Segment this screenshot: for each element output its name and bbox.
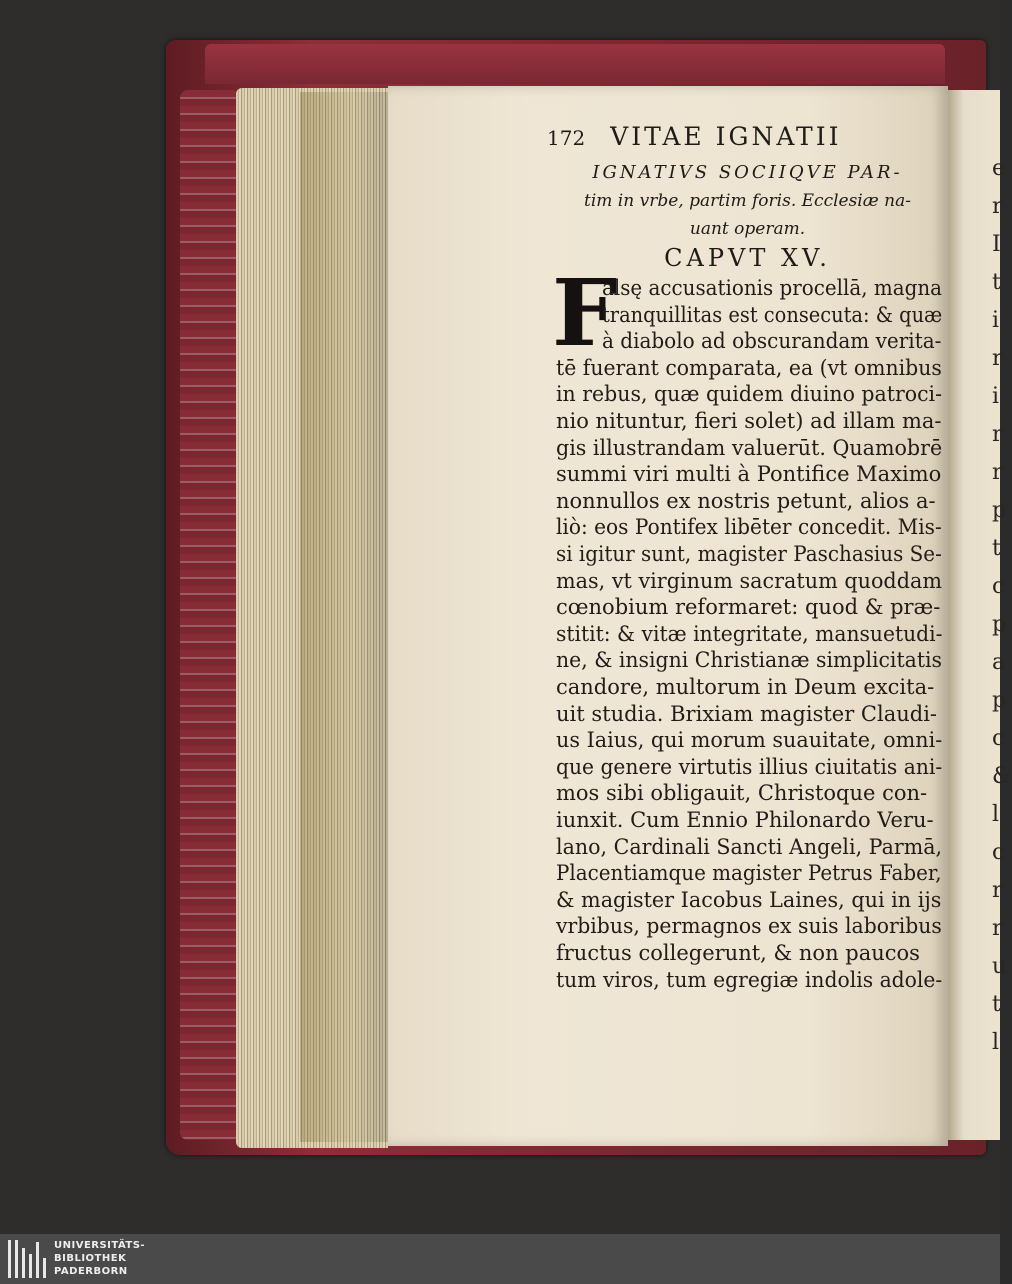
chapter-summary-line: uant operam. <box>689 219 806 239</box>
facing-page-letter: t <box>992 536 1001 561</box>
facing-page-letter: c <box>992 726 1005 751</box>
text-line: tē fuerant comparata, ea (vt omnibus <box>556 356 942 380</box>
drop-cap: F <box>552 259 618 367</box>
facing-page-letter: c <box>992 574 1005 599</box>
facing-page-letter: l <box>992 1030 1000 1055</box>
facing-page-letter: i <box>992 308 1000 333</box>
running-head <box>547 122 907 156</box>
facing-page-letter: I <box>992 232 1001 257</box>
facing-page-letter: r <box>992 916 1003 941</box>
text-line: vrbibus, permagnos ex suis laboribus <box>556 914 942 938</box>
text-line: us Iaius, qui morum suauitate, omni- <box>556 728 943 752</box>
cover-top-edge <box>205 44 945 84</box>
facing-page-letter: r <box>992 460 1003 485</box>
facing-page-letter: r <box>992 878 1003 903</box>
text-line: tranquillitas est consecuta: & quæ <box>602 303 943 327</box>
chapter-summary-line: tim in vrbe, partim foris. Ecclesiæ na- <box>584 191 911 211</box>
facing-page-letter: r <box>992 194 1003 219</box>
text-line: & magister Iacobus Laines, qui in ijs <box>556 888 942 912</box>
text-line: summi viri multi à Pontifice Maximo <box>556 462 942 486</box>
facing-page-letter: t <box>992 992 1001 1017</box>
facing-page-letter: p <box>992 498 1007 523</box>
facing-page-letter: r <box>992 422 1003 447</box>
text-line: uit studia. Brixiam magister Claudi- <box>556 702 938 726</box>
text-line: lano, Cardinali Sancti Angeli, Parmā, <box>556 835 943 859</box>
book-spine <box>180 90 240 1140</box>
text-line: Placentiamque magister Petrus Faber, <box>556 861 942 885</box>
facing-page-letter: c <box>992 840 1005 865</box>
text-line: liò: eos Pontifex libēter concedit. Mis- <box>556 515 942 539</box>
text-line: in rebus, quæ quidem diuino patroci- <box>556 382 943 406</box>
text-line: si igitur sunt, magister Paschasius Se- <box>556 542 942 566</box>
library-logo-icon <box>8 1240 48 1278</box>
facing-page-letter: l <box>992 802 1000 827</box>
facing-page-letter: a <box>992 650 1006 675</box>
text-line: ne, & insigni Christianæ simplicitatis <box>556 648 943 672</box>
facing-page-letters <box>992 150 1012 1062</box>
chapter-heading: CAPVT XV. <box>664 244 831 272</box>
facing-page-letter: p <box>992 612 1007 637</box>
page-edges-shadow <box>300 92 388 1142</box>
facing-page-letter: u <box>992 954 1007 979</box>
text-line: nonnullos ex nostris petunt, alios a- <box>556 489 936 513</box>
text-line: gis illustrandam valuerūt. Quamobrē <box>556 436 943 460</box>
facing-page-letter: i <box>992 384 1000 409</box>
facing-page-letter: r <box>992 346 1003 371</box>
text-line: mas, vt virginum sacratum quoddam <box>556 569 942 593</box>
library-logo-text: UNIVERSITÄTS- BIBLIOTHEK PADERBORN <box>54 1240 146 1277</box>
page-number: 172 <box>547 126 586 150</box>
footer-bar <box>0 1234 1000 1284</box>
facing-page-letter: e <box>992 156 1006 181</box>
text-line: iunxit. Cum Ennio Philonardo Veru- <box>556 808 934 832</box>
text-line: stitit: & vitæ integritate, mansuetudi- <box>556 622 943 646</box>
text-line: que genere virtutis illius ciuitatis ani- <box>556 755 943 779</box>
facing-page-letter: p <box>992 688 1007 713</box>
text-line: mos sibi obligauit, Christoque con- <box>556 781 928 805</box>
text-line: à diabolo ad obscurandam verita- <box>602 329 942 353</box>
text-line: tum viros, tum egregiæ indolis adole- <box>556 968 943 992</box>
text-line: alsę accusationis procellā, magna <box>602 276 942 300</box>
chapter-summary-line: IGNATIVS SOCIIQVE PAR- <box>592 162 903 183</box>
facing-page-letter: t <box>992 270 1001 295</box>
text-line: cœnobium reformaret: quod & præ- <box>556 595 941 619</box>
text-line: nio nituntur, fieri solet) ad illam ma- <box>556 409 942 433</box>
text-line: candore, multorum in Deum excita- <box>556 675 935 699</box>
text-line: fructus collegerunt, & non paucos <box>556 941 920 965</box>
running-head-title: VITAE IGNATII <box>610 122 842 151</box>
facing-page-letter: & <box>992 764 1012 789</box>
